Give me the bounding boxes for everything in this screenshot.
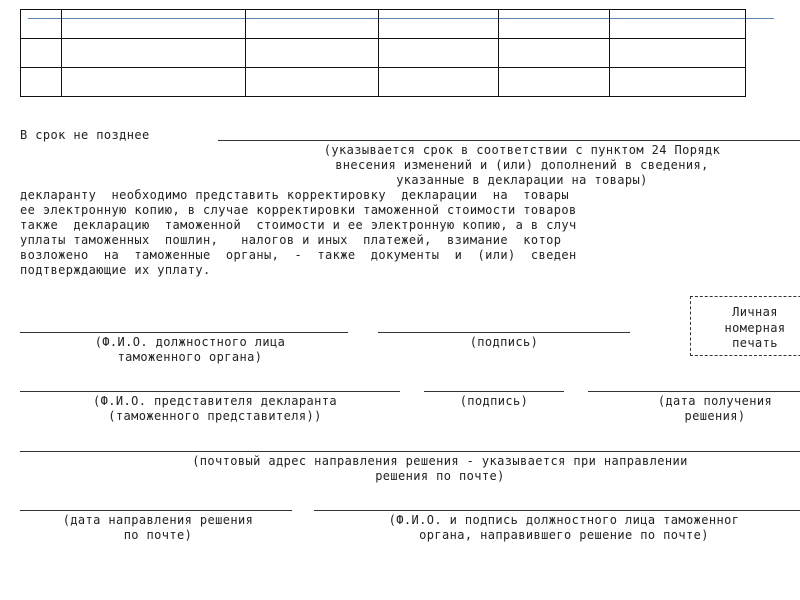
table-row (21, 10, 746, 39)
stamp-caption-3: печать (732, 336, 778, 350)
official-name-field[interactable] (20, 332, 348, 333)
table-cell (21, 68, 62, 97)
official-name-caption-2: таможенного органа) (117, 350, 263, 364)
sender-official-caption-1: (Ф.И.О. и подпись должностного лица таможенног (388, 513, 740, 527)
table-cell (610, 10, 746, 39)
table-cell (62, 39, 246, 68)
declarant-name-caption-1: (Ф.И.О. представителя декларанта (93, 394, 337, 408)
official-name-caption-1: (Ф.И.О. должностного лица (94, 335, 286, 349)
receipt-date-field[interactable] (588, 391, 800, 392)
table-cell (499, 39, 610, 68)
table-cell (246, 10, 379, 39)
table-cell (379, 10, 499, 39)
body-line-5: возложено на таможенные органы, - также документы и (или) сведен (20, 248, 577, 262)
receipt-date-caption-2: решения) (684, 409, 746, 423)
table-cell (610, 39, 746, 68)
table-cell (21, 10, 62, 39)
send-date-field[interactable] (20, 510, 292, 511)
send-date-caption-2: по почте) (123, 528, 193, 542)
postal-address-caption-2: решения по почте) (375, 469, 505, 483)
table-cell (499, 10, 610, 39)
table-row (21, 39, 746, 68)
official-signature-caption: (подпись) (469, 335, 539, 349)
table-row (21, 68, 746, 97)
table-cell (62, 10, 246, 39)
stamp-caption-2: номерная (724, 321, 786, 335)
deadline-note-line-1: (указывается срок в соответствии с пунктом 24 Порядк (323, 143, 721, 157)
table-cell (379, 68, 499, 97)
deadline-label: В срок не позднее (20, 128, 150, 142)
sender-official-caption-2: органа, направившего решение по почте) (419, 528, 709, 542)
table-cell (246, 68, 379, 97)
table-cell (379, 39, 499, 68)
declarant-signature-field[interactable] (424, 391, 564, 392)
official-signature-field[interactable] (378, 332, 630, 333)
body-line-4: уплаты таможенных пошлин, налогов и иных платежей, взимание котор (20, 233, 562, 247)
table-cell (62, 68, 246, 97)
receipt-date-caption-1: (дата получения (657, 394, 773, 408)
body-line-1: декларанту необходимо представить корректировку декларации на товары (20, 188, 569, 202)
table-cell (610, 68, 746, 97)
deadline-note-line-2: внесения изменений и (или) дополнений в сведения, (335, 158, 709, 172)
postal-address-caption-1: (почтовый адрес направления решения - указывается при направлении (192, 454, 688, 468)
body-line-3: также декларацию таможенной стоимости и ее электронную копию, а в случ (20, 218, 577, 232)
table-cell (246, 39, 379, 68)
table-cell (499, 68, 610, 97)
send-date-caption-1: (дата направления решения (62, 513, 254, 527)
declarant-name-caption-2: (таможенного представителя)) (108, 409, 322, 423)
body-line-2: ее электронную копию, в случае корректировки таможенной стоимости товаров (20, 203, 577, 217)
body-line-6: подтверждающие их уплату. (20, 263, 211, 277)
postal-address-field[interactable] (20, 451, 800, 452)
goods-table (20, 9, 746, 97)
table-cell (21, 39, 62, 68)
stamp-caption-1: Личная (732, 305, 778, 319)
deadline-note-line-3: указанные в декларации на товары) (396, 173, 648, 187)
declarant-name-field[interactable] (20, 391, 400, 392)
sender-official-field[interactable] (314, 510, 800, 511)
declarant-signature-caption: (подпись) (459, 394, 529, 408)
deadline-field[interactable] (218, 140, 800, 141)
